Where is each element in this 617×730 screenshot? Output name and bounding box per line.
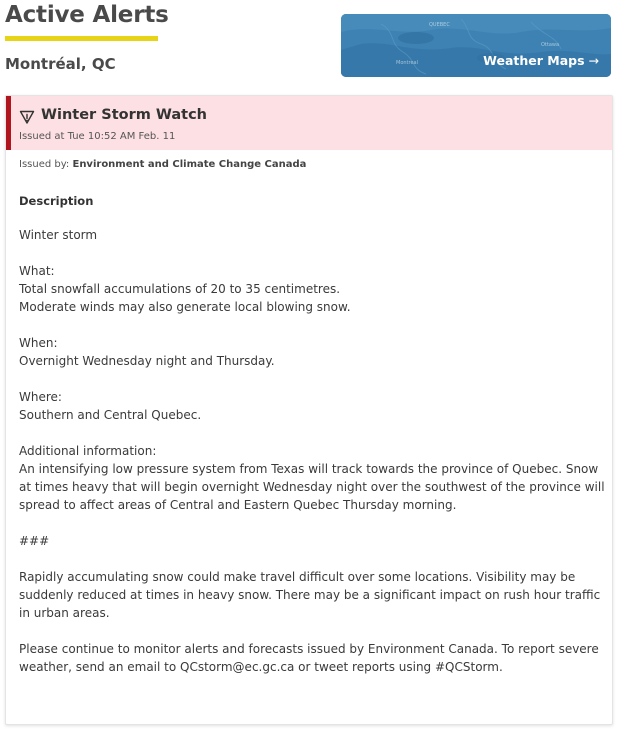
description-line: Please continue to monitor alerts and forecasts issued by Environment Canada. To report severe (19, 642, 599, 656)
description-line: When: (19, 336, 58, 350)
description-line: What: (19, 264, 55, 278)
arrow-right-icon: → (588, 53, 599, 68)
description-line (19, 244, 603, 262)
page-header (0, 0, 617, 90)
description-line: Additional information: (19, 444, 157, 458)
issued-by-label: Issued by: (19, 159, 70, 170)
description-line (19, 622, 603, 640)
map-label: Ottawa (541, 42, 560, 48)
description-line (19, 370, 603, 388)
alert-card (5, 95, 613, 725)
description-line: suddenly reduced at times in heavy snow. There may be a significant impact on rush hour traffic (19, 588, 601, 602)
map-label: QUEBEC (429, 22, 450, 28)
location-label: Montréal, QC (5, 55, 116, 73)
description-line: An intensifying low pressure system from Texas will track towards the province of Quebec. Snow (19, 462, 599, 476)
description-line: Moderate winds may also generate local blowing snow. (19, 300, 351, 314)
warning-triangle-icon (19, 109, 35, 125)
page-title: Active Alerts (5, 2, 169, 28)
alert-issued-time: Issued at Tue 10:52 AM Feb. 11 (19, 131, 176, 142)
issued-by (19, 159, 306, 170)
description-body (19, 226, 603, 676)
description-line: Where: (19, 390, 62, 404)
description-line: weather, send an email to QCstorm@ec.gc.ca or tweet reports using #QCStorm. (19, 660, 503, 674)
alert-severity-stripe (6, 96, 11, 150)
description-line (19, 550, 603, 568)
description-line (19, 424, 603, 442)
description-line: Rapidly accumulating snow could make travel difficult over some locations. Visibility may be (19, 570, 576, 584)
description-line: in urban areas. (19, 606, 110, 620)
issued-by-value: Environment and Climate Change Canada (72, 159, 307, 170)
alert-header (6, 96, 612, 150)
description-line: Winter storm (19, 228, 98, 242)
description-line: Total snowfall accumulations of 20 to 35 centimetres. (19, 282, 341, 296)
description-line: ### (19, 534, 50, 548)
title-underline (5, 36, 158, 41)
description-line: Overnight Wednesday night and Thursday. (19, 354, 275, 368)
map-label: Montreal (396, 60, 418, 66)
weather-maps-text: Weather Maps (483, 53, 585, 68)
description-line (19, 316, 603, 334)
description-line: Southern and Central Quebec. (19, 408, 202, 422)
weather-maps-label (483, 53, 599, 68)
description-line (19, 514, 603, 532)
description-line: spread to affect areas of Central and Eastern Quebec Thursday morning. (19, 498, 457, 512)
alert-title: Winter Storm Watch (41, 107, 208, 123)
description-line: at times heavy that will begin overnight Wednesday night over the southwest of the province will (19, 480, 605, 494)
description-heading: Description (19, 194, 94, 208)
weather-maps-button[interactable] (341, 14, 611, 77)
